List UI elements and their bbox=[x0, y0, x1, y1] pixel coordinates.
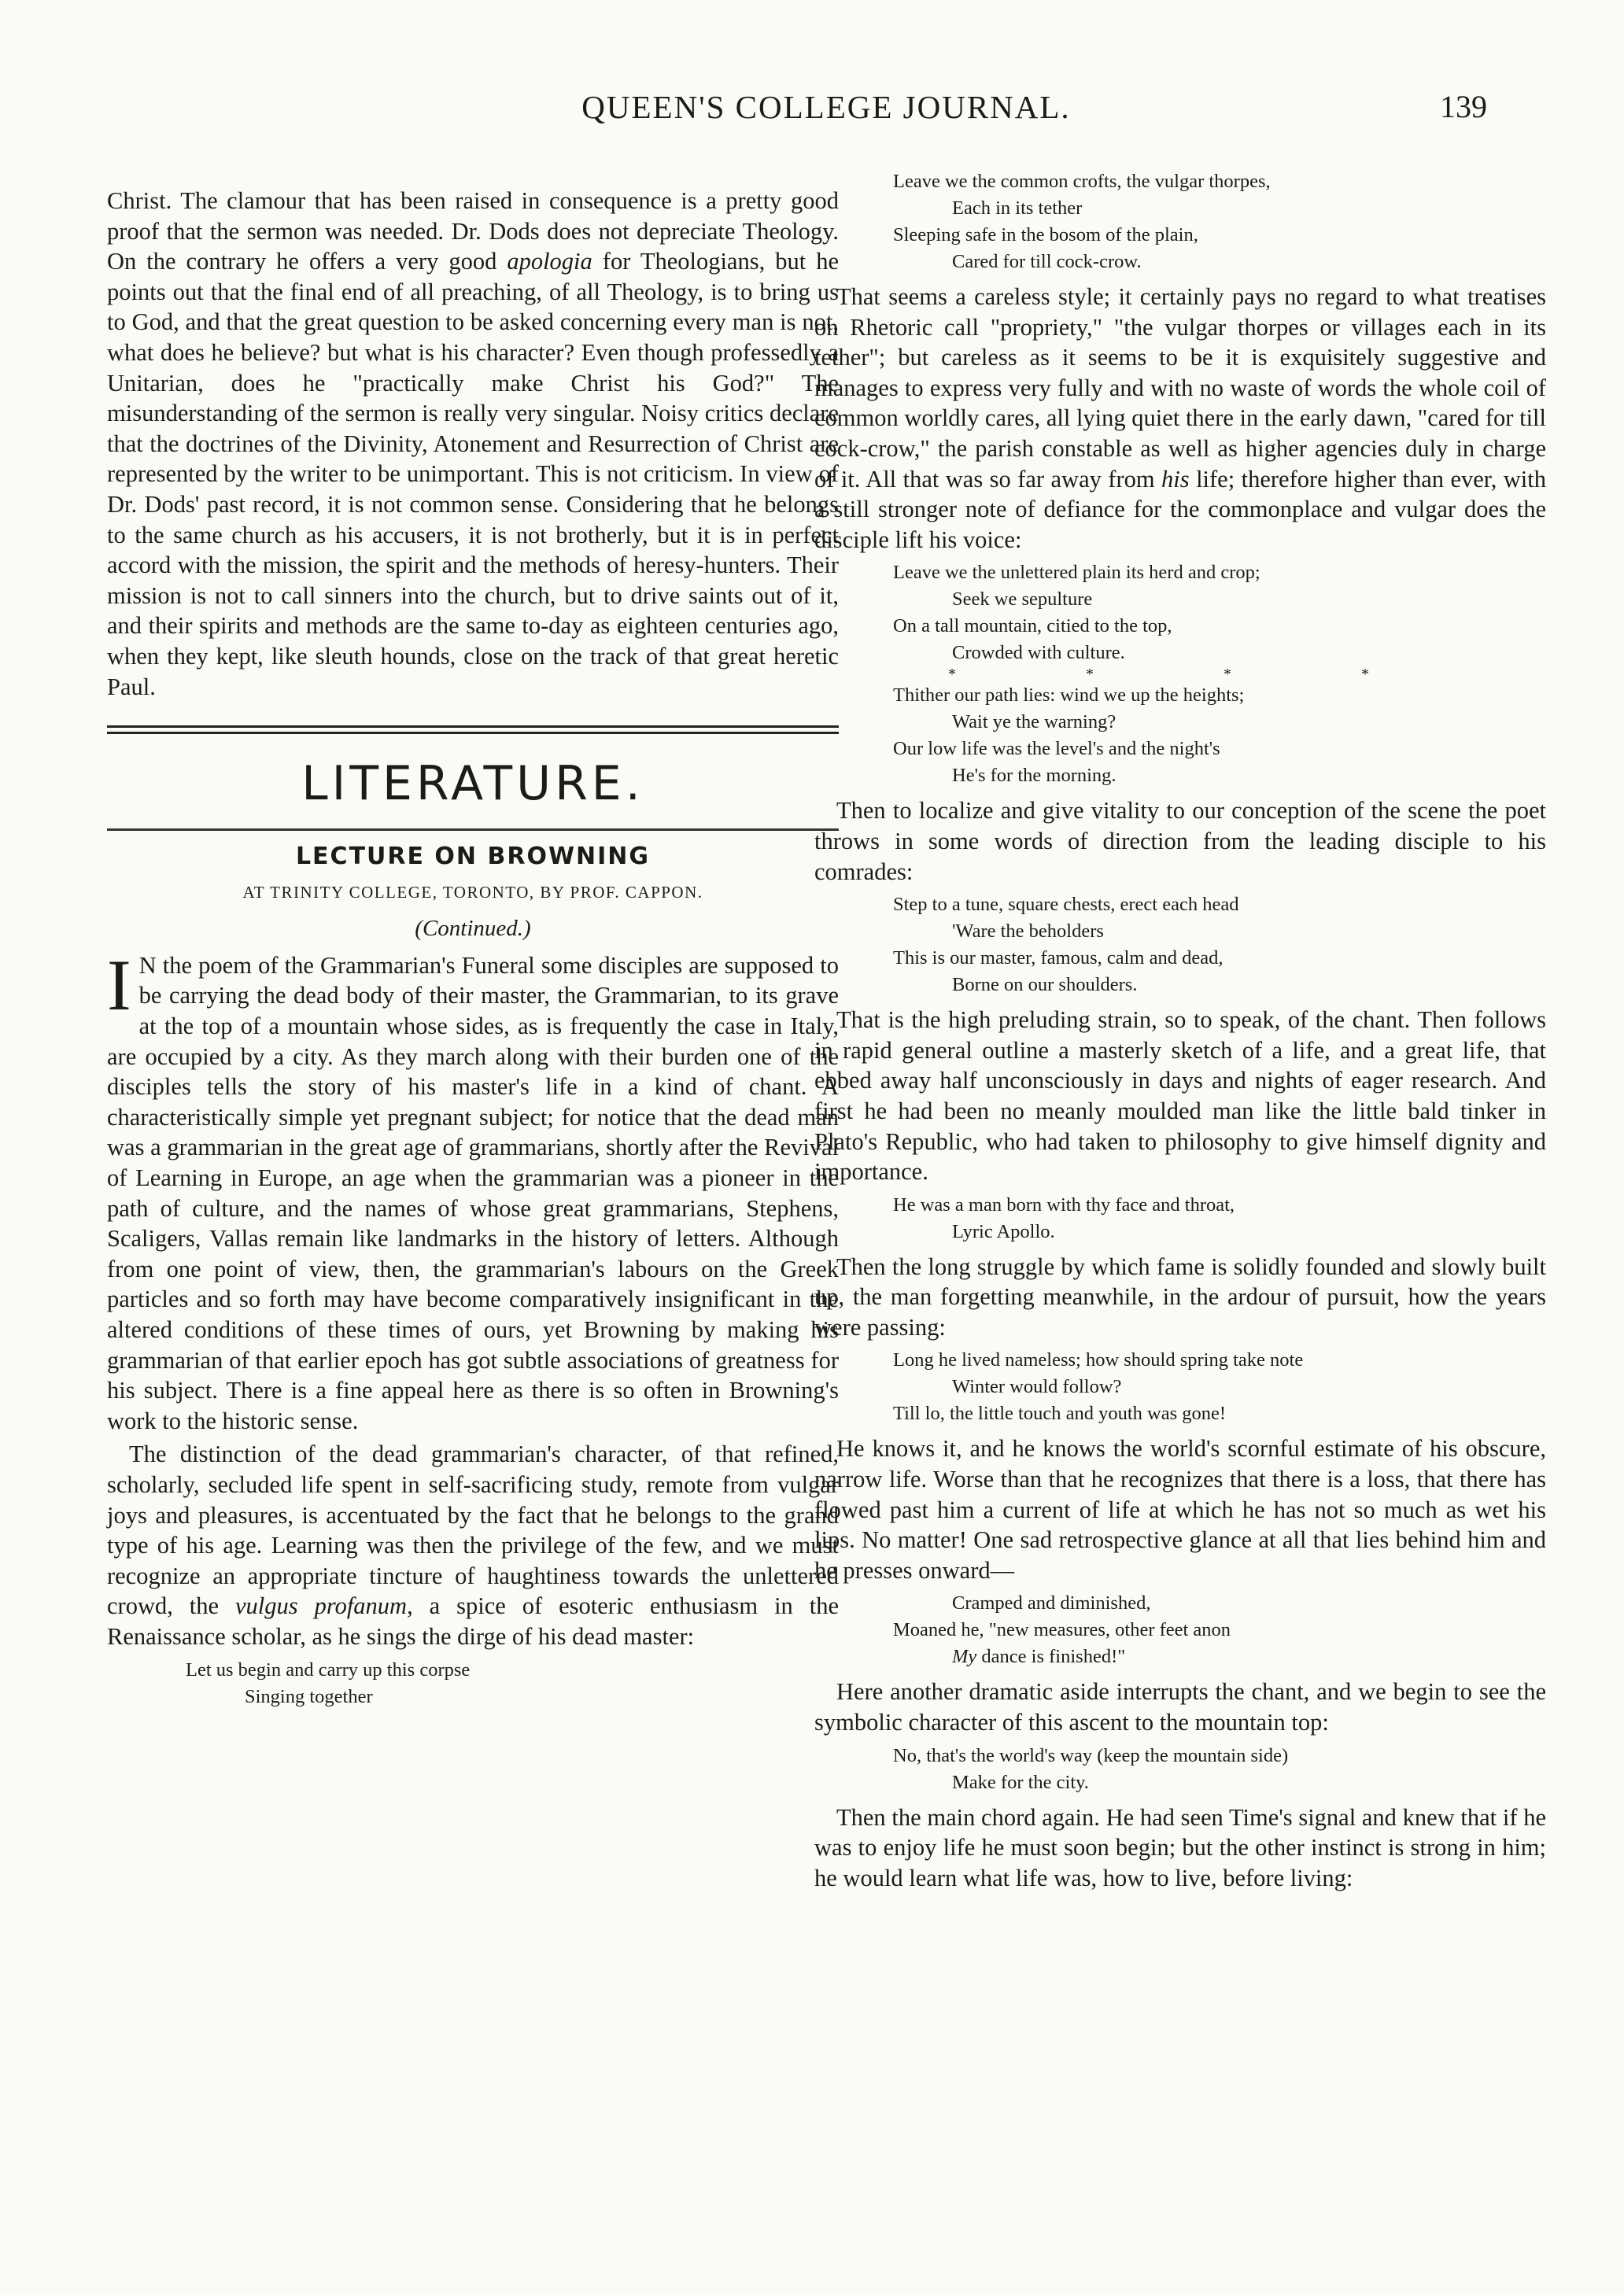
poem-excerpt-3 bbox=[814, 559, 1546, 789]
heading-rule bbox=[107, 828, 839, 831]
paragraph-scornful-estimate: He knows it, and he knows the world's scornful estimate of his obscure, narrow life. Worse than that he recognizes that there is a loss, that there has flowed past him a current of life at which he has not so much as wet his lips. No matter! One sad retrospective glance at all that lies behind him and he presses onward— bbox=[814, 1435, 1546, 1584]
poem-line: He was a man born with thy face and throat, bbox=[893, 1194, 1235, 1216]
poem-excerpt-8 bbox=[814, 1743, 1546, 1796]
italic-his: his bbox=[1161, 465, 1190, 493]
paragraph-careless-style bbox=[814, 282, 1546, 555]
poem-line: Step to a tune, square chests, erect each head bbox=[893, 894, 1239, 916]
poem-line: Leave we the unlettered plain its herd and crop; bbox=[893, 562, 1260, 584]
paragraph-text: That seems a careless style; it certainly pays no regard to what treatises on Rhetoric call "propriety," "the vulgar thorpes or villages each in its tether"; but careless as it seems to be it is exquisitely suggestive and manages to express very fully and with no waste of words the whole coil of common worldly cares, all lying quiet there in the early dawn, "cared for till cock-crow," the parish constable as well as higher agencies duly in charge of it. All that was so far away from bbox=[814, 283, 1546, 493]
poem-line: Borne on our shoulders. bbox=[952, 974, 1138, 996]
paragraph-dramatic-aside: Here another dramatic aside interrupts the chant, and we begin to see the symbolic character of this ascent to the mountain top: bbox=[814, 1678, 1546, 1736]
paragraph-text: life; therefore higher than ever, with a still stronger note of defiance for the commonplace and vulgar does the disciple lift his voice: bbox=[814, 465, 1546, 553]
paragraph-text: for Theologians, but he points out that the final end of all preaching, of all Theology, is to bring us to God, and that the great question to be asked concerning every man is not, what does he believe? but what is his character? Even though professedly a Unitarian, does he "practically make Christ his God?" The misunderstanding of the sermon is really very singular. Noisy critics declare that the doctrines of the Divinity, Atonement and Resurrection of Christ are represented by the writer to be unimportant. This is not criticism. In view of Dr. Dods' past record, it is not common sense. Considering that he belongs to the same church as his accusers, it is not brotherly, but it is in perfect accord with the mission, the spirit and the methods of heresy-hunters. Their mission is not to call sinners into the church, but to drive saints out of it, and their spirits and methods are the same to-day as eighteen centuries ago, when they kept, like sleuth hounds, close on the track of that great heretic Paul. bbox=[107, 248, 839, 700]
italic-apologia: apologia bbox=[507, 248, 592, 275]
paragraph-text: Christ. The clamour that has been raised in consequence is a pretty good proof that the sermon was needed. Dr. Dods does not depreciate Theology. On the contrary he offers a very good bbox=[107, 187, 839, 275]
poem-line: Our low life was the level's and the night's bbox=[893, 738, 1220, 760]
running-header bbox=[0, 88, 1624, 135]
paragraph-grammarian-intro bbox=[107, 944, 839, 1437]
italic-vulgus-profanum: vulgus profanum bbox=[235, 1592, 408, 1620]
ellipsis-stars: * * * * bbox=[948, 666, 1432, 684]
paragraph-localize: Then to localize and give vitality to our conception of the scene the poet throws in some words of direction from the leading disciple to his comrades: bbox=[814, 797, 1546, 885]
poem-line: Let us begin and carry up this corpse bbox=[186, 1659, 471, 1681]
paragraph-long-struggle: Then the long struggle by which fame is solidly founded and slowly built up, the man forgetting meanwhile, in the ardour of pursuit, how the years were passing: bbox=[814, 1253, 1546, 1341]
page-number: 139 bbox=[1440, 89, 1487, 124]
poem-line: Make for the city. bbox=[952, 1771, 1089, 1793]
poem-line: Seek we sepulture bbox=[952, 589, 1093, 611]
poem-line: Long he lived nameless; how should spring take note bbox=[893, 1349, 1304, 1371]
left-column bbox=[107, 186, 839, 1717]
poem-line: Sleeping safe in the bosom of the plain, bbox=[893, 224, 1198, 245]
continued-note: (Continued.) bbox=[415, 916, 531, 942]
poem-line: 'Ware the beholders bbox=[952, 921, 1104, 943]
journal-title: QUEEN'S COLLEGE JOURNAL. bbox=[581, 89, 1071, 125]
poem-excerpt-7 bbox=[814, 1590, 1546, 1670]
poem-excerpt-5 bbox=[814, 1192, 1546, 1245]
poem-line: Thither our path lies: wind we up the heights; bbox=[893, 684, 1245, 707]
paragraph-distinction bbox=[107, 1439, 839, 1651]
article-subtitle: AT TRINITY COLLEGE, TORONTO, BY PROF. CAPPON. bbox=[242, 882, 703, 902]
italic-my: My bbox=[952, 1646, 977, 1668]
poem-line: Cramped and diminished, bbox=[952, 1592, 1151, 1614]
paragraph-text: The distinction of the dead grammarian's character, of that refined, scholarly, secluded life spent in self-sacrificing study, remote from vulgar joys and pleasures, is accentuated by the fact that he belongs to the grand type of his age. Learning was then the privilege of the few, and we must recognize an appropriate tincture of haughtiness towards the unlettered crowd, the bbox=[107, 1441, 839, 1620]
poem-line: Moaned he, "new measures, other feet anon bbox=[893, 1619, 1231, 1641]
poem-line: He's for the morning. bbox=[952, 765, 1116, 787]
paragraph-dods-sermon bbox=[107, 186, 839, 702]
poem-line: Singing together bbox=[245, 1685, 373, 1707]
poem-line: Leave we the common crofts, the vulgar thorpes, bbox=[893, 171, 1271, 192]
poem-line: Each in its tether bbox=[952, 197, 1083, 219]
poem-line-text: dance is finished!" bbox=[976, 1646, 1126, 1668]
poem-excerpt-2 bbox=[814, 168, 1546, 275]
poem-line: Lyric Apollo. bbox=[952, 1220, 1055, 1242]
paragraph-text: N the poem of the Grammarian's Funeral some disciples are supposed to be carrying the dead body of their master, the Grammarian, to its grave at the top of a mountain whose sides, as is frequently the case in Italy, are occupied by a city. As they march along with their burden one of the disciples tells the story of his master's life in a kind of chant. A characteristically simple yet pregnant subject; for notice that the dead man was a grammarian in the great age of grammarians, shortly after the Revival of Learning in Europe, an age when the grammarian was a pioneer in the path of culture, and the names of whose great grammarians, Stephens, Scaligers, Vallas remain like landmarks in the history of letters. Although from one point of view, then, the grammarian's labours on the Greek particles and so forth may have become comparatively insignificant in the altered conditions of these times of ours, yet Browning by making his grammarian of that earlier epoch has got subtle associations of greatness for his subject. There is a fine appeal here as there is so often in Browning's work to the historic sense. bbox=[107, 951, 839, 1434]
poem-line: Till lo, the little touch and youth was gone! bbox=[893, 1403, 1227, 1425]
drop-cap: I bbox=[107, 944, 131, 1025]
poem-line: Wait ye the warning? bbox=[952, 711, 1116, 733]
right-column bbox=[814, 168, 1546, 1893]
poem-line: On a tall mountain, citied to the top, bbox=[893, 615, 1172, 637]
poem-line: Crowded with culture. bbox=[952, 642, 1125, 664]
poem-line: No, that's the world's way (keep the mountain side) bbox=[893, 1744, 1289, 1766]
poem-line bbox=[814, 1644, 1546, 1670]
poem-excerpt-1 bbox=[107, 1657, 839, 1710]
section-heading-literature: LITERATURE. bbox=[301, 756, 644, 812]
section-divider bbox=[107, 725, 839, 734]
paragraph-main-chord: Then the main chord again. He had seen Time's signal and knew that if he was to enjoy life he must soon begin; but the other instinct is strong in him; he would learn what life was, how to live, before living: bbox=[814, 1803, 1546, 1891]
poem-excerpt-4 bbox=[814, 891, 1546, 998]
poem-line: This is our master, famous, calm and dead, bbox=[893, 947, 1224, 969]
poem-line: Winter would follow? bbox=[952, 1376, 1122, 1398]
article-title: LECTURE ON BROWNING bbox=[295, 843, 651, 871]
paragraph-preluding-strain: That is the high preluding strain, so to speak, of the chant. Then follows in rapid general outline a masterly sketch of a life, and a great life, that ebbed away half unconsciously in days and nights of eager research. And first he had been no meanly moulded man like the little bald tinker in Plato's Republic, who had taken to philosophy to give himself dignity and importance. bbox=[814, 1006, 1546, 1186]
poem-line: Cared for till cock-crow. bbox=[952, 251, 1142, 272]
poem-excerpt-6 bbox=[814, 1347, 1546, 1427]
paragraph-text: , a spice of esoteric enthusiasm in the Renaissance scholar, as he sings the dirge of his dead master: bbox=[107, 1592, 840, 1650]
